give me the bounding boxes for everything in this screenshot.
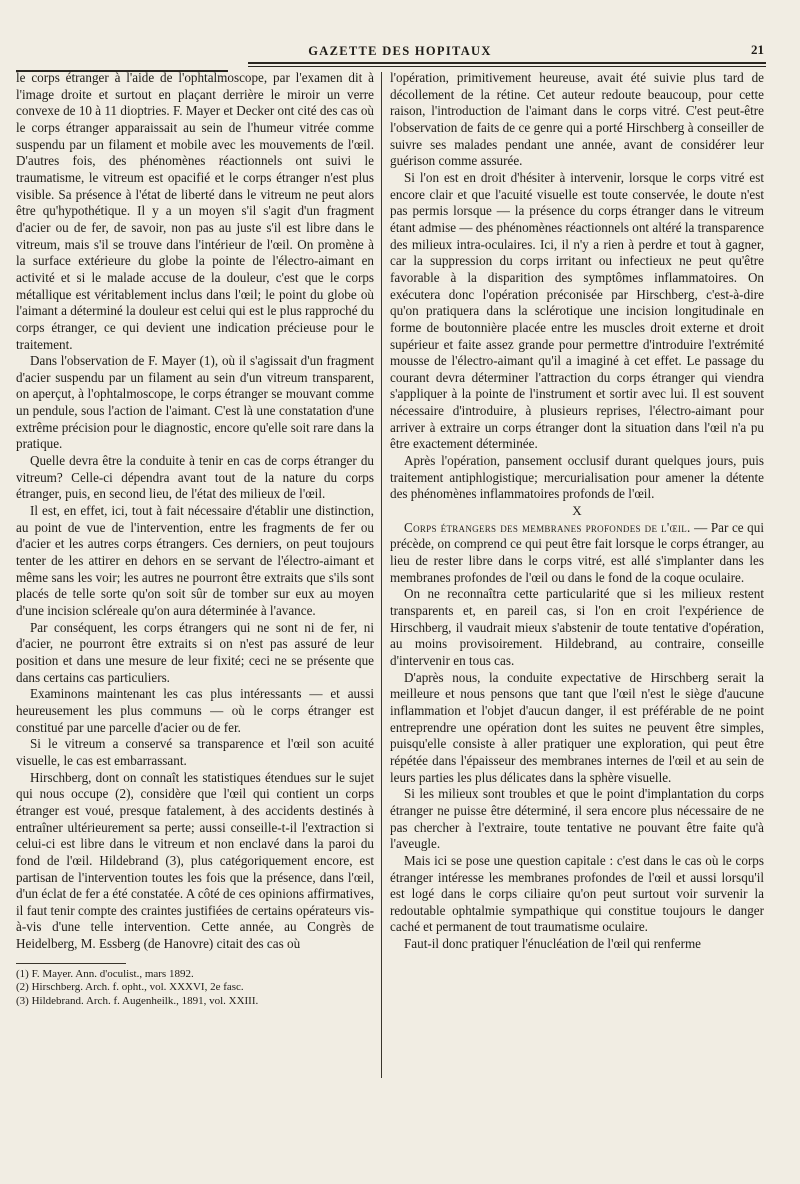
- footnote: (3) Hildebrand. Arch. f. Augenheilk., 1891, vol. XXIII.: [16, 994, 259, 1007]
- paragraph: Mais ici se pose une question capitale : c'est dans le cas où le corps étranger intéresse les membranes profondes de l'œil et aussi lorsqu'il est logé dans le corps ciliaire qu'on peut surtout voir survenir la redoutable ophtalmie sympathique qui constitue toujours le danger caché et permanent de tout traumatisme oculaire.: [390, 852, 764, 935]
- footnotes: [16, 968, 374, 1009]
- paragraph: Hirschberg, dont on connaît les statistiques étendues sur le sujet qui nous occupe (2), considère que l'œil qui contient un corps étranger est voué, presque fatalement, à des accidents destinés à entraîner ultérieurement sa perte; aussi conseille-t-il l'extraction si celui-ci est libre dans le vitreum et non enclavé dans la paroi du fond de l'œil. Hildebrand (3), plus catégoriquement encore, est partisan de l'intervention toutes les fois que la présence, dans l'œil, d'un éclat de fer a été constatée. A côté de ces opinions affirmatives, il faut tenir compte des craintes justifiées de certains opérateurs vis-à-vis d'une telle intervention. Cette année, au Congrès de Heidelberg, M. Essberg (de Hanovre) citait des cas où: [16, 769, 374, 952]
- paragraph: Examinons maintenant les cas plus intéressants — et aussi heureusement les plus communs — où le corps étranger est constitué par une parcelle d'acier ou de fer.: [16, 686, 374, 735]
- section-lead-paragraph: [390, 520, 764, 587]
- paragraph: Si l'on est en droit d'hésiter à intervenir, lorsque le corps vitré est encore clair et que l'acuité visuelle est toute conservée, le doute n'est pas permis lorsque — la présence du corps étranger dans le vitreum étant admise — des phénomènes réactionnels ont altéré la transparence des milieux intra-oculaires. Ici, il n'y a rien à perdre et tout à gagner, car la suppression du corps irritant ou infectieux ne peut qu'être favorable à la disparition des symptômes inflammatoires. On exécutera donc l'opération préconisée par Hirschberg, c'est-à-dire qu'on pratiquera dans la sclérotique une incision longitudinale en forme de boutonnière placée entre les muscles droit externe et droit supérieur et faite assez grande pour permettre d'introduire l'extrémité mousse de l'électro-aimant qu'il a imaginé à cet effet. Le passage du courant devra déterminer l'attraction du corps étranger qui viendra s'appliquer à la pointe de l'instrument et sortir avec lui. Il est souvent nécessaire d'introduire, à plusieurs reprises, l'électro-aimant pour arriver à extraire un corps étranger dont la situation dans l'œil n'a pu être exactement déterminée.: [390, 169, 764, 452]
- paragraph: Faut-il donc pratiquer l'énucléation de l'œil qui renferme: [404, 936, 702, 952]
- header-rule-thin: [248, 66, 766, 67]
- header-rule: [248, 62, 766, 64]
- paragraph: Après l'opération, pansement occlusif durant quelques jours, puis traitement antiphlogistique; mercurialisation pour amener la détente des phénomènes inflammatoires profonds de l'œil.: [390, 453, 764, 502]
- paragraph: l'opération, primitivement heureuse, avait été suivie plus tard de décollement de la rétine. Cet auteur redoute beaucoup, pour cette raison, l'introduction de l'aimant dans le corps vitré. C'est peut-être l'observation de faits de ce genre qui a porté Hirschberg à conseiller de suivre ses malades pendant une année, avant de considérer leur guérison comme assurée.: [390, 70, 764, 169]
- left-column: [16, 70, 374, 1008]
- footnote: (2) Hirschberg. Arch. f. opht., vol. XXXVI, 2e fasc.: [16, 981, 244, 994]
- paragraph: On ne reconnaîtra cette particularité que si les milieux restent transparents et, en pareil cas, si l'on en croit l'expérience de Hirschberg, il vaudrait mieux s'abstenir de toute tentative d'opération, au moins provisoirement. Hildebrand, au contraire, conseille d'intervenir en tous cas.: [390, 586, 764, 668]
- paragraph: Dans l'observation de F. Mayer (1), où il s'agissait d'un fragment d'acier suspendu par un filament au sein d'un vitreum transparent, on aperçut, à l'ophtalmoscope, le corps étranger se mouvant comme un pendule, sous l'action de l'aimant. C'est là une constatation d'une extrême précision pour le diagnostic, encore qu'elle soit rare dans la pratique.: [16, 353, 374, 452]
- page-header-title: GAZETTE DES HOPITAUX: [308, 44, 492, 58]
- page-number: 21: [751, 42, 764, 57]
- footnote-rule: [16, 963, 126, 964]
- paragraph: Si le vitreum a conservé sa transparence et l'œil son acuité visuelle, le cas est embarrassant.: [16, 736, 374, 768]
- paragraph: Quelle devra être la conduite à tenir en cas de corps étranger du vitreum? Celle-ci dépendra avant tout de la nature du corps étranger, puis, en second lieu, de l'état des milieux de l'œil.: [16, 453, 374, 502]
- column-divider: [381, 72, 382, 1078]
- paragraph: D'après nous, la conduite expectative de Hirschberg serait la meilleure et nous pensons que tant que l'œil n'est le siège d'aucune inflammation et l'objet d'aucun danger, il est préférable de ne point entreprendre une opération dont les suites ne peuvent être simples, puisqu'elle consiste à aller pratiquer une exploration, qui peut être répétée dans l'épaisseur des membranes internes de l'œil et au sein de leurs parties les plus délicates dans la sphère visuelle.: [390, 669, 764, 785]
- section-number: X: [572, 503, 582, 519]
- footnote: (1) F. Mayer. Ann. d'oculist., mars 1892.: [16, 967, 194, 980]
- paragraph: Si les milieux sont troubles et que le point d'implantation du corps étranger ne puisse être déterminé, il sera encore plus nécessaire de ne pas chercher à l'extraire, toute tentative ne pouvant être faite qu'à l'aveugle.: [390, 786, 764, 852]
- section-lead-text: — Par ce qui précède, on comprend ce qui peut être fait lorsque le corps étranger, au lieu de rester libre dans le corps vitré, est allé s'implanter dans les membranes profondes de l'œil ou dans le fond de la coque oculaire.: [390, 519, 764, 585]
- right-column: [390, 70, 764, 953]
- paragraph: le corps étranger à l'aide de l'ophtalmoscope, par l'examen dit à l'image droite et surtout en plaçant derrière le miroir un verre convexe de 10 à 11 dioptries. F. Mayer et Decker ont cité des cas où le corps étranger apparaissait au sein de l'humeur vitrée comme suspendu par un filament et mobile avec les mouvements de l'œil. D'autres fois, des phénomènes réactionnels ont suivi le traumatisme, le vitreum est opacifié et le corps étranger n'est plus visible. Sa présence à l'état de liberté dans le vitreum ne peut alors être qu'hypothétique. Il y a un moyen s'il s'agit d'un fragment d'acier ou de fer, de savoir, non pas au juste s'il est libre dans le vitreum, mais s'il se trouve dans l'intérieur de l'œil. On promène à la surface extérieure du globe la pointe de l'électro-aimant en activité et si le malade accuse de la douleur, c'est que le corps métallique est véritablement inclus dans l'œil; le point du globe où l'aimant a déterminé la douleur est celui qui est le plus rapproché du corps étranger, ce qui devient une indication précieuse pour le traitement.: [16, 70, 374, 352]
- paragraph: Il est, en effet, ici, tout à fait nécessaire d'établir une distinction, au point de vue de l'intervention, entre les fragments de fer ou d'acier et les autres corps étrangers. Ces derniers, on peut toujours tenter de les attirer en dehors en se servant de l'électro-aimant et même sans les voir; les autres ne pourront être extraits que s'ils sont placés de telle sorte qu'on soit sûr de tomber sur eux au moyen d'une incision scléreale qu'on aura déterminée à l'avance.: [16, 503, 374, 618]
- paragraph: Par conséquent, les corps étrangers qui ne sont ni de fer, ni d'acier, ne pourront être extraits si on n'est pas assuré de leur position et dans une mesure de leur fixité; ceci ne se présente que dans certains cas particuliers.: [16, 619, 374, 685]
- section-heading: Corps étrangers des membranes profondes de l'œil.: [404, 519, 691, 535]
